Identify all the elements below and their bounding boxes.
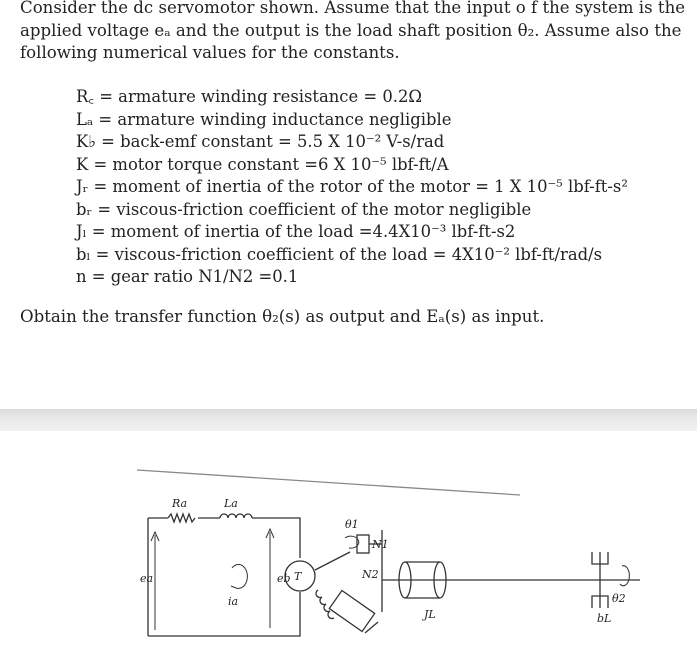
circuit-right-wire (252, 518, 300, 558)
label-jl: JL (424, 608, 436, 621)
inductor-la (220, 514, 252, 518)
constant-jl: Jₗ = moment of inertia of the load =4.4X10⁻³ lbf-ft-s2 (76, 222, 516, 241)
constant-k: K = motor torque constant =6 X 10⁻⁵ lbf-ft/A (76, 154, 449, 174)
label-ea: ea (140, 572, 154, 585)
constant-bl: bₗ = viscous-friction coefficient of the load = 4X10⁻² lbf-ft/rad/s (76, 244, 603, 264)
constant-br: bᵣ = viscous-friction coefficient of the motor negligible (76, 199, 532, 219)
constant-kb: K♭ = back-emf constant = 5.5 X 10⁻² V-s/rad (76, 132, 445, 151)
label-n2: N2 (362, 568, 379, 581)
figure-top-line (137, 470, 520, 495)
label-theta1: θ1 (345, 518, 359, 531)
label-ra: Ra (172, 497, 188, 510)
label-t: T (294, 570, 302, 583)
page-divider (0, 409, 697, 431)
motor-body (329, 591, 374, 632)
label-eb: eb (277, 572, 291, 585)
resistor-ra (168, 514, 195, 522)
label-theta2: θ2 (612, 592, 626, 605)
constant-ra: R꜀ = armature winding resistance = 0.2Ω (76, 87, 423, 106)
label-n1: N1 (372, 538, 389, 551)
circuit-bottom-wire (148, 592, 300, 636)
constant-jr: Jᵣ = moment of inertia of the rotor of the motor = 1 X 10⁻⁵ lbf-ft-s² (76, 177, 628, 196)
label-bl: bL (597, 612, 612, 625)
label-la: La (224, 497, 238, 510)
constant-n: n = gear ratio N1/N2 =0.1 (76, 267, 299, 286)
constants-list (76, 86, 686, 289)
problem-question: Obtain the transfer function θ₂(s) as output and Eₐ(s) as input. (20, 307, 545, 326)
servomotor-diagram (0, 440, 697, 661)
constant-la: Lₐ = armature winding inductance negligible (76, 109, 452, 129)
problem-intro: Consider the dc servomotor shown. Assume that the input o f the system is the applied voltage eₐ and the output is the load shaft position θ₂. Assume also the following numerical values for the constants. (20, 0, 686, 62)
label-ia: ia (228, 595, 239, 608)
motor-shaft (315, 552, 350, 570)
motor-field-coil (316, 590, 334, 619)
ia-current-arrow (231, 564, 247, 588)
theta2-arrow (620, 566, 629, 586)
